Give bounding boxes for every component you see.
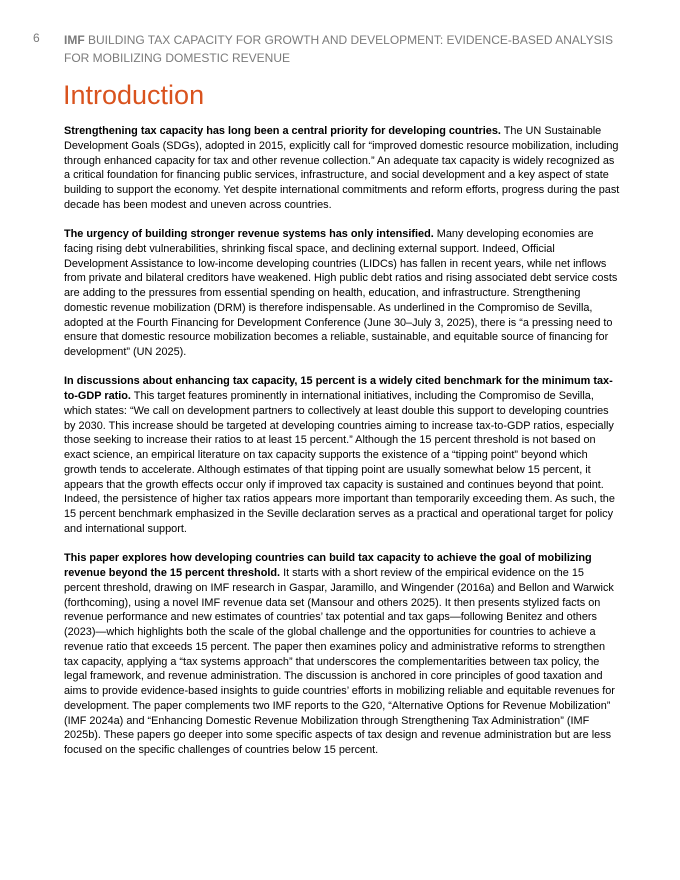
page-number: 6 [33,31,40,45]
paragraph-4-lead: This paper explores how developing countries can build tax capacity to achieve the goal of mobilizing revenue beyond the 15 percent threshold. [64,552,592,580]
paragraph-4-text: It starts with a short review of the empirical evidence on the 15 percent threshold, drawing on IMF research in Gaspar, Jaramillo, and Wingender (2016a) and Bellon and Warwick (forthcoming), using a novel IMF revenue data set (Mansour and others 2025). It then presents stylized facts on revenue performance and new estimates of countries’ tax potential and tax gaps—following Benitez and others (2023)—which highlights both the scale of the global challenge and the opportunities for countries to achieve a revenue ratio that exceeds 15 percent. The paper then examines policy and administrative reforms to strengthen tax capacity, applying a “tax systems approach” that underscores the complementarities between tax policy, the legal framework, and revenue administration. The discussion is anchored in core principles of good taxation and aims to provide evidence-based insights to guide countries’ efforts in mobilizing reliable and equitable revenues for development. The paper complements two IMF reports to the G20, “Alternative Options for Revenue Mobilization” (IMF 2024a) and “Enhancing Domestic Revenue Mobilization through Strengthening Tax Administration” (IMF 2025b). These papers go deeper into some specific aspects of tax design and revenue administration but are less focused on the specific challenges of countries below 15 percent. [64,567,615,757]
paragraph-1-text: The UN Sustainable Development Goals (SDGs), adopted in 2015, explicitly call for “improved domestic resource mobilization, including through enhanced capacity for tax and other revenue collection.” An adequate tax capacity is widely recognized as a critical foundation for financing public services, infrastructure, and social development and a key aspect of state building to support the economy. Yet despite international commitments and reform efforts, progress during the past decade has been modest and uneven across countries. [64,125,620,211]
paragraph-4 [64,551,620,758]
publisher-label: IMF [64,33,85,47]
paragraph-3-lead: In discussions about enhancing tax capacity, 15 percent is a widely cited benchmark for the minimum tax-to-GDP ratio. [64,375,613,403]
paragraph-3 [64,374,620,536]
section-heading: Introduction [63,80,205,110]
paragraph-2-text: Many developing economies are facing rising debt vulnerabilities, shrinking fiscal space, and declining external support. Indeed, Official Development Assistance to low-income developing countries (LIDCs) has fallen in recent years, while net inflows from private and bilateral creditors have weakened. High public debt ratios and rising associated debt service costs are adding to the pressures from essential spending on health, education, and infrastructure. Strengthening domestic revenue mobilization (DRM) is therefore indispensable. As underlined in the Compromiso de Sevilla, adopted at the Fourth Financing for Development Conference (June 30–July 3, 2025), there is “a pressing need to ensure that domestic resource mobilization becomes a reliable, sustainable, and equitable source of financing for development” (UN 2025). [64,228,618,359]
paragraph-3-text: This target features prominently in international initiatives, including the Compromiso de Sevilla, which states: “We call on development partners to collectively at least double this support to developing countries by 2030. This increase should be targeted at developing countries aiming to increase tax-to-GDP ratios, especially those seeking to increase their ratios to at least 15 percent.” Although the 15 percent threshold is not based on exact science, an empirical literature on tax capacity supports the existence of a “tipping point” beyond which growth tends to accelerate. Although estimates of that tipping point are usually somewhat below 15 percent, it appears that the growth effects occur only if improved tax capacity is sustained and continues beyond that point. Indeed, the persistence of higher tax ratios appears more important than temporarily exceeding them. As such, the 15 percent benchmark emphasized in the Seville declaration serves as a practical and operational target for policy and international support. [64,390,615,535]
running-title [64,31,624,67]
report-title: BUILDING TAX CAPACITY FOR GROWTH AND DEVELOPMENT: EVIDENCE-BASED ANALYSIS FOR MOBILIZING DOMESTIC REVENUE [64,33,614,65]
paragraph-2 [64,227,620,360]
body-text [64,124,620,772]
paragraph-2-lead: The urgency of building stronger revenue systems has only intensified. [64,228,434,241]
paragraph-1-lead: Strengthening tax capacity has long been a central priority for developing countries. [64,125,501,137]
paragraph-1 [64,124,620,213]
